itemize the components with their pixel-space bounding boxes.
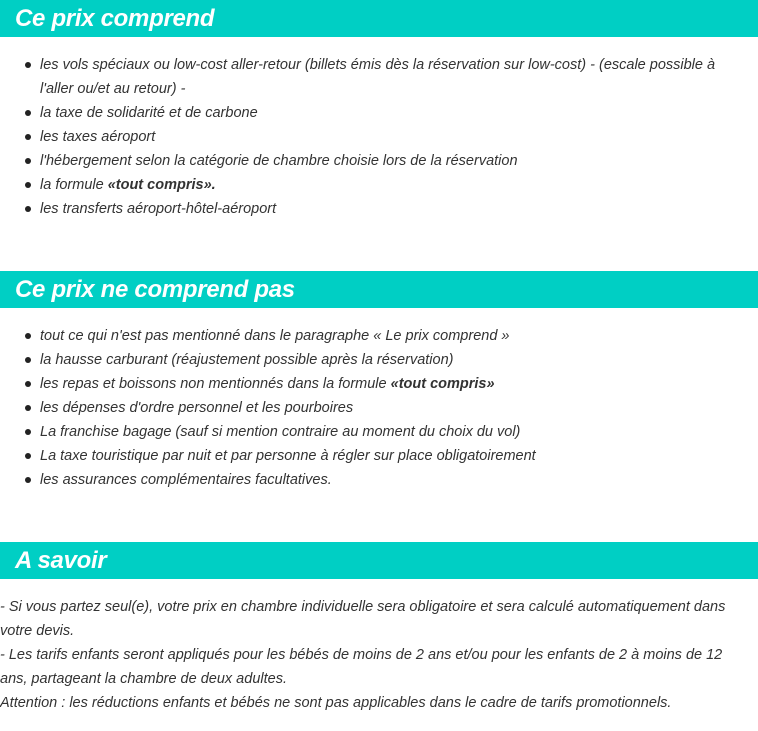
list-item	[0, 468, 758, 492]
info-title: A savoir	[15, 546, 107, 574]
info-paragraph: - Les tarifs enfants seront appliqués pour les bébés de moins de 2 ans et/ou pour les enfants de 2 à moins de 12 ans, partageant la chambre de deux adultes.	[0, 647, 723, 687]
list-item-text: la hausse carburant (réajustement possible après la réservation)	[40, 352, 454, 368]
list-item-text: La taxe touristique par nuit et par personne à régler sur place obligatoirement	[40, 448, 536, 464]
list-item	[0, 125, 758, 149]
list-item-suffix: .	[211, 177, 216, 193]
bullet-icon	[25, 333, 31, 339]
excludes-title: Ce prix ne comprend pas	[15, 275, 295, 303]
list-item	[0, 53, 758, 101]
bullet-icon	[25, 158, 31, 164]
info-text	[0, 595, 752, 715]
list-item-text: les assurances complémentaires facultatives.	[40, 472, 332, 488]
list-item	[0, 324, 758, 348]
includes-header	[0, 0, 758, 37]
list-item-text: les repas et boissons non mentionnés dans la formule	[40, 376, 391, 392]
includes-list	[0, 53, 758, 221]
info-header	[0, 542, 758, 579]
bullet-icon	[25, 182, 31, 188]
excludes-list	[0, 324, 758, 492]
info-paragraph: Attention : les réductions enfants et bébés ne sont pas applicables dans le cadre de tarifs promotionnels.	[0, 695, 672, 711]
list-item-text: tout ce qui n'est pas mentionné dans le paragraphe « Le prix comprend »	[40, 328, 510, 344]
list-item-text: les vols spéciaux ou low-cost aller-retour (billets émis dès la réservation sur low-cost) - (escale possible à l'aller ou/et au retour) -	[40, 57, 716, 97]
list-item	[0, 197, 758, 221]
list-item	[0, 173, 758, 197]
bullet-icon	[25, 134, 31, 140]
list-item	[0, 101, 758, 125]
list-item-text: l'hébergement selon la catégorie de chambre choisie lors de la réservation	[40, 153, 518, 169]
list-item-bold: «tout compris»	[390, 376, 495, 392]
bullet-icon	[25, 357, 31, 363]
bullet-icon	[25, 381, 31, 387]
bullet-icon	[25, 110, 31, 116]
list-item	[0, 420, 758, 444]
info-paragraph: - Si vous partez seul(e), votre prix en chambre individuelle sera obligatoire et sera calculé automatiquement dans votre devis.	[0, 599, 726, 639]
bullet-icon	[25, 429, 31, 435]
list-item-bold: «tout compris»	[107, 177, 212, 193]
list-item-text: les taxes aéroport	[40, 129, 156, 145]
list-item-text: la formule	[40, 177, 108, 193]
list-item	[0, 396, 758, 420]
list-item-text: la taxe de solidarité et de carbone	[40, 105, 258, 121]
list-item-text: les dépenses d'ordre personnel et les pourboires	[40, 400, 354, 416]
bullet-icon	[25, 477, 31, 483]
list-item	[0, 348, 758, 372]
bullet-icon	[25, 62, 31, 68]
list-item	[0, 444, 758, 468]
bullet-icon	[25, 405, 31, 411]
bullet-icon	[25, 206, 31, 212]
list-item-text: La franchise bagage (sauf si mention contraire au moment du choix du vol)	[40, 424, 521, 440]
list-item	[0, 149, 758, 173]
includes-title: Ce prix comprend	[15, 4, 215, 32]
list-item-text: les transferts aéroport-hôtel-aéroport	[40, 201, 277, 217]
bullet-icon	[25, 453, 31, 459]
list-item	[0, 372, 758, 396]
excludes-header	[0, 271, 758, 308]
